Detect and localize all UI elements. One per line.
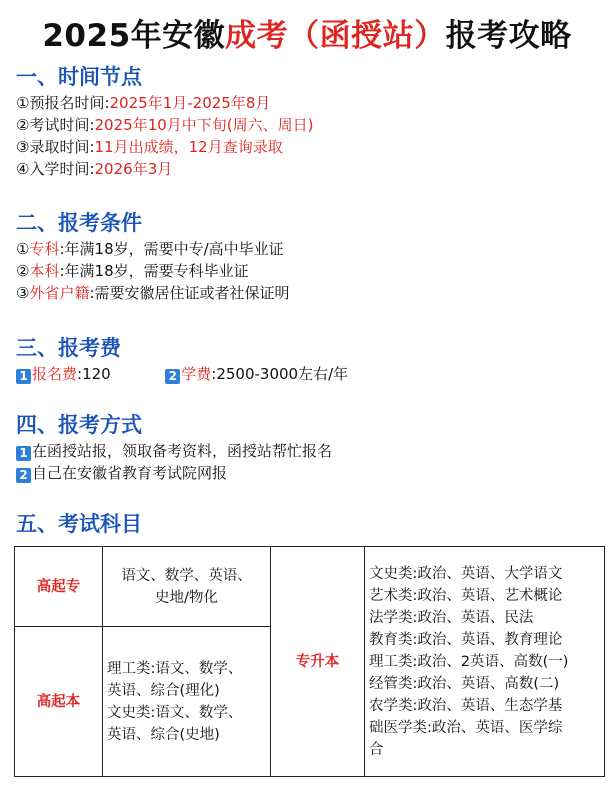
gaoqiben-label: 高起本 (15, 627, 103, 777)
section-conditions (16, 208, 606, 304)
item-label: 入学时间: (29, 160, 95, 178)
subject-line: 经管类:政治、英语、高数(二) (369, 675, 560, 692)
subject-line: 合 (369, 741, 384, 758)
list-item (16, 462, 606, 484)
item-marker: ③ (16, 284, 30, 302)
item-marker: ① (16, 94, 30, 112)
item-marker: ③ (16, 138, 30, 156)
item-label: 录取时间: (29, 138, 95, 156)
item-marker: ② (16, 116, 30, 134)
item-value: 11月出成绩，12月查询录取 (94, 138, 283, 156)
number-badge: 2 (16, 468, 31, 483)
item-label: 专科 (29, 240, 60, 258)
section-subjects (16, 509, 606, 539)
gaoqizhuan-label: 高起专 (15, 547, 103, 627)
item-label: 考试时间: (29, 116, 95, 134)
item-value: :年满18岁，需要中专/高中毕业证 (59, 240, 284, 258)
item-value: 2026年3月 (94, 160, 173, 178)
list-item (16, 238, 606, 260)
item-label: 本科 (29, 262, 60, 280)
gaoqizhuan-subjects (103, 547, 271, 627)
subject-line: 法学类:政治、英语、民法 (369, 609, 534, 626)
number-badge: 2 (165, 369, 180, 384)
item-label: 预报名时间: (29, 94, 110, 112)
list-item (16, 92, 606, 114)
subject-line: 英语、综合(理化) (107, 682, 220, 699)
title-part-2: 成考（函授站） (225, 18, 446, 54)
subject-line: 文史类:政治、英语、大学语文 (369, 565, 563, 582)
fees-line (16, 363, 606, 385)
item-marker: ② (16, 262, 30, 280)
list-item (16, 282, 606, 304)
item-marker: ① (16, 240, 30, 258)
item-label: 外省户籍 (29, 284, 90, 302)
subject-line: 教育类:政治、英语、教育理论 (369, 631, 563, 648)
subject-line: 语文、数学、英语、 (121, 567, 252, 584)
section-heading: 四、报考方式 (16, 413, 142, 437)
fee-value: :2500-3000左右/年 (211, 365, 349, 383)
number-badge: 1 (16, 446, 31, 461)
section-heading: 三、报考费 (16, 336, 121, 360)
zhuanshengben-label: 专升本 (271, 547, 365, 777)
subject-line: 农学类:政治、英语、生态学基 (369, 697, 563, 714)
list-item (16, 440, 606, 462)
zhuanshengben-subjects (365, 547, 605, 777)
subject-line: 英语、综合(史地) (107, 726, 220, 743)
item-text: 自己在安徽省教育考试院网报 (32, 464, 228, 482)
list-item (16, 114, 606, 136)
section-fees (16, 333, 606, 385)
list-item (16, 158, 606, 180)
item-text: 在函授站报，领取备考资料，函授站帮忙报名 (32, 442, 333, 460)
table-row (15, 547, 605, 627)
section-heading: 一、时间节点 (16, 65, 142, 89)
fee-value: :120 (77, 365, 111, 383)
item-value: 2025年1月-2025年8月 (109, 94, 271, 112)
title-part-3: 报考攻略 (445, 18, 572, 54)
section-heading: 二、报考条件 (16, 211, 142, 235)
subject-line: 艺术类:政治、英语、艺术概论 (369, 587, 563, 604)
fee-label: 学费 (181, 365, 212, 383)
subject-line: 史地/物化 (155, 589, 218, 606)
fee-label: 报名费 (32, 365, 78, 383)
number-badge: 1 (16, 369, 31, 384)
gaoqiben-subjects (103, 627, 271, 777)
section-heading: 五、考试科目 (16, 512, 142, 536)
subject-line: 础医学类:政治、英语、医学综 (369, 719, 563, 736)
title-part-1: 2025年安徽 (42, 18, 226, 54)
page-title (0, 10, 614, 55)
subject-line: 理工类:语文、数学、 (107, 660, 243, 677)
item-value: :年满18岁，需要专科毕业证 (59, 262, 249, 280)
subject-line: 文史类:语文、数学、 (107, 704, 243, 721)
section-time-nodes (16, 62, 606, 180)
list-item (16, 136, 606, 158)
item-marker: ④ (16, 160, 30, 178)
item-value: :需要安徽居住证或者社保证明 (89, 284, 290, 302)
list-item (16, 260, 606, 282)
item-value: 2025年10月中下旬(周六、周日) (94, 116, 314, 134)
subjects-table (14, 546, 605, 777)
section-methods (16, 410, 606, 484)
subject-line: 理工类:政治、2英语、高数(一) (369, 653, 569, 670)
